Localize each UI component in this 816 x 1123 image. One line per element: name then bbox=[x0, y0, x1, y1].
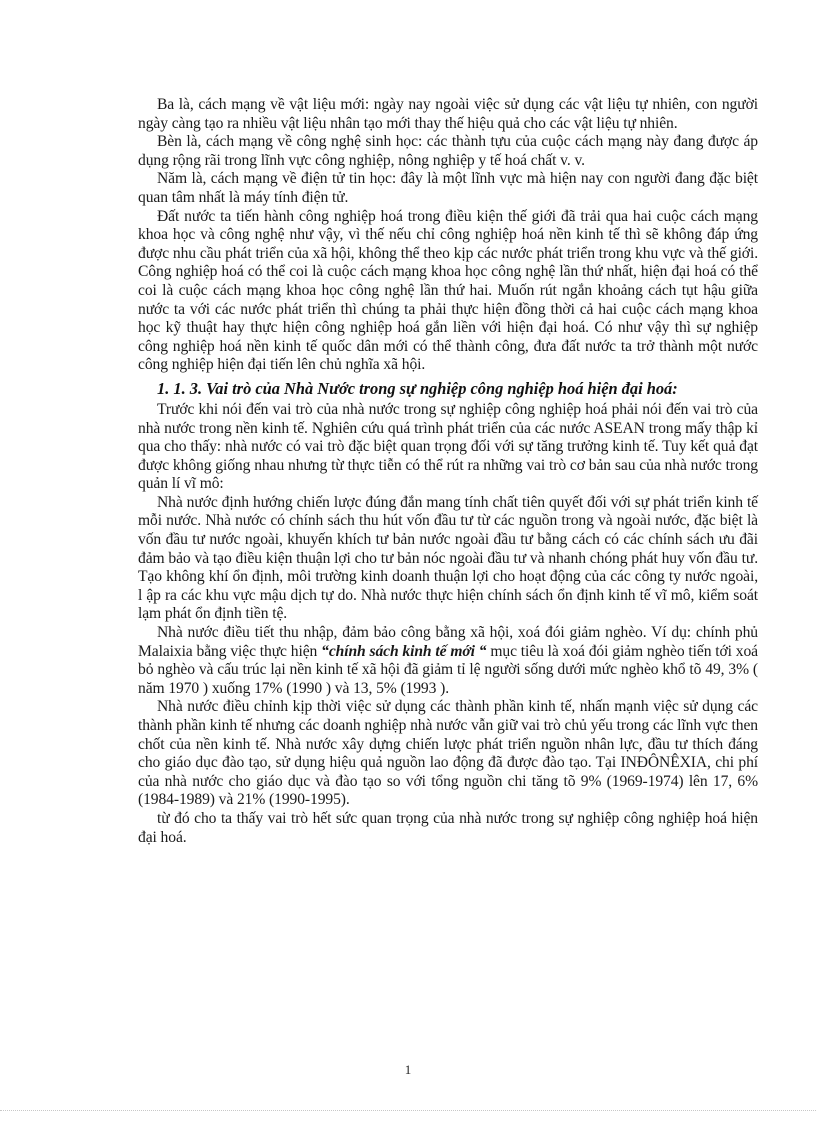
policy-name-emphasis: “chính sách kinh tế mới “ bbox=[321, 642, 487, 660]
paragraph-dinh-huong-chien-luoc: Nhà nước định hướng chiến lược đúng đắn mang tính chất tiên quyết đối với sự phát triển kinh tế mỗi nước. Nhà nước có chính sách thu hút vốn đầu tư từ các nguồn trong và ngoài nước, đặc biệt là vốn đầu tư nước ngoài, khuyến khích tư bản nước ngoài đầu tư bằng cách có các chính sách ưu đãi đảm bảo và tạo điều kiện thuận lợi cho tư bản nóc ngoài đầu tư và nhanh chóng phát huy vốn đầu tư. Tạo không khí ổn định, môi trường kinh doanh thuận lợi cho hoạt động của các công ty nước ngoài, l ập ra các khu vực mậu dịch tự do. Nhà nước thực hiện chính sách ổn định kinh tế vĩ mô, kiểm soát lạm phát ổn định tiền tệ. bbox=[138, 493, 758, 623]
document-body bbox=[138, 96, 758, 847]
section-heading: 1. 1. 3. Vai trò của Nhà Nước trong sự nghiệp công nghiệp hoá hiện đại hoá: bbox=[157, 378, 678, 398]
paragraph-dat-nuoc-ta: Đất nước ta tiến hành công nghiệp hoá trong điều kiện thế giới đã trải qua hai cuộc cách mạng khoa học và công nghệ như vậy, vì thế nếu chỉ công nghiệp hoá nền kinh tế thì sẽ không đáp ứng được nhu cầu phát triển của xã hội, không thể theo kịp các nước phát triển trong khu vực và thế giới. Công nghiệp hoá có thể coi là cuộc cách mạng khoa học công nghệ lần thứ nhất, hiện đại hoá có thể coi là cuộc cách mạng khoa học công nghệ lần thứ hai. Muốn rút ngắn khoảng cách tụt hậu giữa nước ta với các nước phát triển thì chúng ta phải thực hiện đồng thời cả hai cuộc cách mạng khoa học kỹ thuật hay thực hiện công nghiệp hoá gắn liền với hiện đại hoá. Có như vậy thì sự nghiệp công nghiệp hoá nền kinh tế quốc dân mới có thể thành công, đưa đất nước ta trở thành một nước công nghiệp hiện đại tiến lên chủ nghĩa xã hội. bbox=[138, 207, 758, 374]
paragraph-dieu-chinh-kip-thoi: Nhà nước điều chỉnh kịp thời việc sử dụng các thành phần kinh tế, nhấn mạnh việc sử dụng các thành phần kinh tế nhưng các doanh nghiệp nhà nước vẫn giữ vai trò chủ yếu trong các lĩnh vực then chốt của nền kinh tế. Nhà nước xây dựng chiến lược phát triển nguồn nhân lực, đầu tư thích đáng cho giáo dục đào tạo, sử dụng hiệu quả nguồn lao động đã được đào tạo. Tại INĐÔNÊXIA, chi phí của nhà nước cho giáo dục và đào tạo so với tổng nguồn chi tăng tõ 9% (1969-1974) lên 17, 6% (1984-1989) và 21% (1990-1995). bbox=[138, 698, 758, 809]
paragraph-nam-la: Năm là, cách mạng về điện tử tin học: đây là một lĩnh vực mà hiện nay con người đang đặc biệt quan tâm nhất là máy tính điện tử. bbox=[138, 170, 758, 206]
paragraph-ba-la: Ba là, cách mạng về vật liệu mới: ngày nay ngoài việc sử dụng các vật liệu tự nhiên, con người ngày càng tạo ra nhiều vật liệu nhân tạo mới thay thế hiệu quả cho các vật liệu tự nhiên. bbox=[138, 96, 758, 132]
paragraph-truoc-khi-noi: Trước khi nói đến vai trò của nhà nước trong sự nghiệp công nghiệp hoá phải nói đến vai trò của nhà nước trong nền kinh tế. Nghiên cứu quá trình phát triển của các nước ASEAN trong mấy thập kỉ qua cho thấy: nhà nước có vai trò đặc biệt quan trọng đối với sự tăng trưởng kinh tế. Tuy kết quả đạt được không giống nhau nhưng từ thực tiễn có thể rút ra những vai trò cơ bản sau của nhà nước trong quản lí vĩ mô: bbox=[138, 400, 758, 493]
text-after-emphasis: mục tiêu là xoá đói giảm nghèo tiến tới xoá bỏ nghèo và cấu trúc lại nền kinh tế xã hội đã giảm tỉ lệ người sống dưới mức nghèo khổ tõ 49, 3% ( năm 1970 ) xuống 17% (1990 ) và 13, 5% (1993 ). bbox=[138, 642, 759, 697]
paragraph-ket-luan: từ đó cho ta thấy vai trò hết sức quan trọng của nhà nước trong sự nghiệp công nghiệp hoá hiện đại hoá. bbox=[138, 809, 758, 846]
paragraph-dieu-tiet-thu-nhap bbox=[138, 624, 758, 698]
page-number: 1 bbox=[404, 1062, 412, 1077]
paragraph-bon-la: Bèn là, cách mạng về công nghệ sinh học: các thành tựu của cuộc cách mạng này đang được áp dụng rộng rãi trong lĩnh vực công nghiệp, nông nghiệp y tế hoá chất v. v. bbox=[138, 133, 758, 169]
text-before-emphasis: Nhà nước điều tiết thu nhập, đảm bảo công bằng xã hội, xoá đói giảm nghèo. Ví dụ: chính phủ Malaixia bằng việc thực hiện bbox=[138, 624, 758, 660]
page-bottom-divider bbox=[0, 1110, 816, 1111]
